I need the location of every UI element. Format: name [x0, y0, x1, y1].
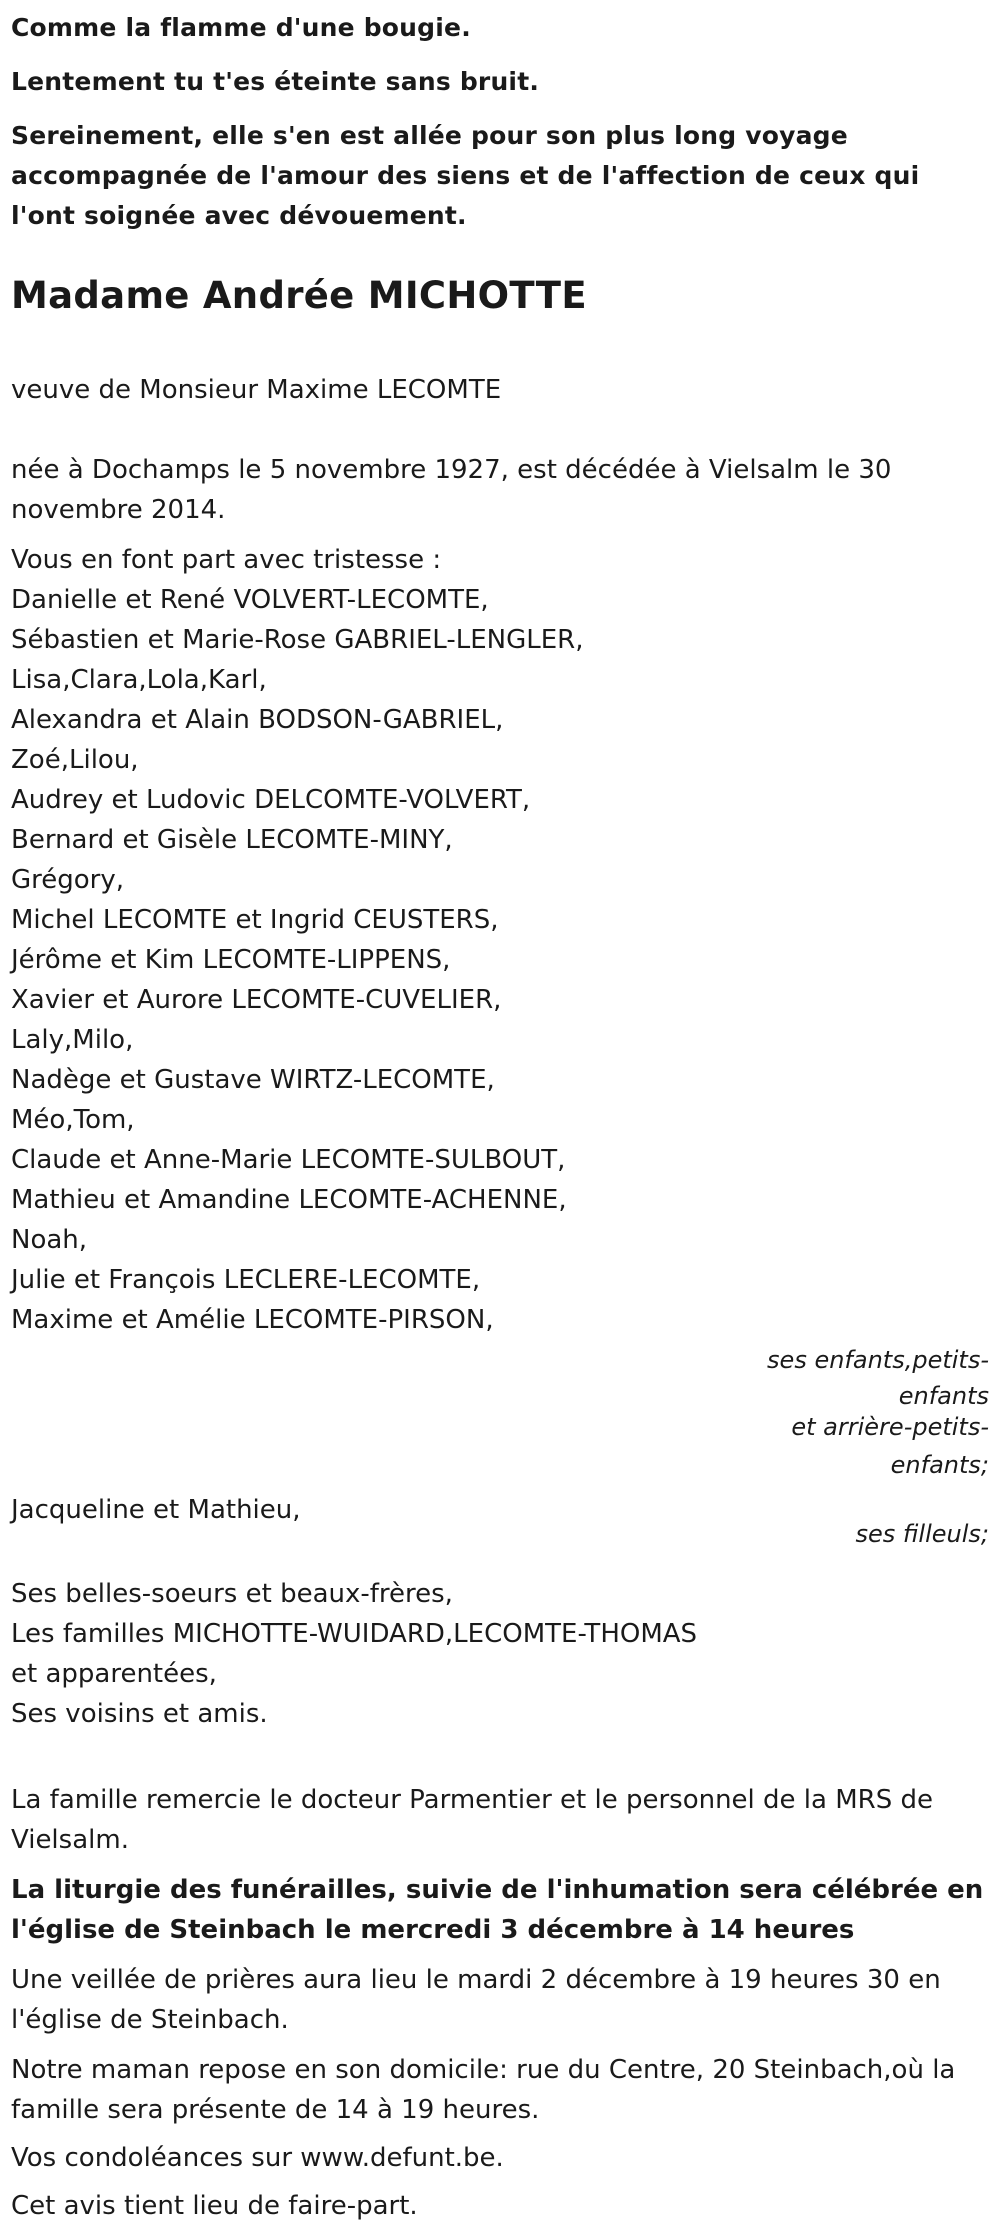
list-item: Sébastien et Marie-Rose GABRIEL-LENGLER, — [11, 625, 584, 655]
list-item: Julie et François LECLERE-LECOMTE, — [11, 1265, 481, 1295]
list-item: Maxime et Amélie LECOMTE-PIRSON, — [11, 1305, 494, 1335]
others-list — [11, 1574, 989, 1734]
notice-note: Cet avis tient lieu de faire-part. — [11, 2191, 418, 2221]
list-item: Jérôme et Kim LECOMTE-LIPPENS, — [11, 945, 451, 975]
list-item: Zoé,Lilou, — [11, 745, 139, 775]
list-item: Grégory, — [11, 865, 125, 895]
list-item: Claude et Anne-Marie LECOMTE-SULBOUT, — [11, 1145, 566, 1175]
role-grandchildren: et arrière-petits-enfants; — [791, 1413, 989, 1479]
list-item: Laly,Milo, — [11, 1025, 134, 1055]
godchildren: Jacqueline et Mathieu, — [11, 1495, 301, 1525]
rest-location: Notre maman repose en son domicile: rue du Centre, 20 Steinbach,où la famille sera présente de 14 à 19 heures. — [11, 2055, 956, 2125]
share-intro: Vous en font part avec tristesse : — [11, 545, 442, 575]
list-item: Alexandra et Alain BODSON-GABRIEL, — [11, 705, 504, 735]
condolences-note: Vos condoléances sur www.defunt.be. — [11, 2143, 504, 2173]
deceased-name: Madame Andrée MICHOTTE — [11, 274, 587, 317]
widow-of: veuve de Monsieur Maxime LECOMTE — [11, 375, 502, 405]
role-godchildren: ses filleuls; — [855, 1520, 989, 1548]
thanks: La famille remercie le docteur Parmentier et le personnel de la MRS de Vielsalm. — [11, 1785, 933, 1855]
list-item: Michel LECOMTE et Ingrid CEUSTERS, — [11, 905, 499, 935]
list-item: Les familles MICHOTTE-WUIDARD,LECOMTE-THOMAS — [11, 1619, 698, 1649]
obituary-notice — [11, 8, 989, 2226]
intro-line-3: Sereinement, elle s'en est allée pour son plus long voyage accompagnée de l'amour des siens et de l'affection de ceux qui l'ont soignée avec dévouement. — [11, 121, 920, 230]
intro-poem — [11, 8, 989, 236]
family-list — [11, 580, 989, 1340]
list-item: Noah, — [11, 1225, 88, 1255]
list-item: Ses belles-soeurs et beaux-frères, — [11, 1579, 453, 1609]
list-item: Xavier et Aurore LECOMTE-CUVELIER, — [11, 985, 502, 1015]
list-item: Nadège et Gustave WIRTZ-LECOMTE, — [11, 1065, 495, 1095]
role-children: ses enfants,petits-enfants — [767, 1346, 989, 1410]
list-item: Méo,Tom, — [11, 1105, 135, 1135]
vigil-announcement: Une veillée de prières aura lieu le mardi 2 décembre à 19 heures 30 en l'église de Steinbach. — [11, 1965, 941, 2035]
liturgy-announcement: La liturgie des funérailles, suivie de l'inhumation sera célébrée en l'église de Steinbach le mercredi 3 décembre à 14 heures — [11, 1875, 984, 1945]
list-item: Lisa,Clara,Lola,Karl, — [11, 665, 267, 695]
list-item: Audrey et Ludovic DELCOMTE-VOLVERT, — [11, 785, 531, 815]
intro-line-1: Comme la flamme d'une bougie. — [11, 13, 471, 42]
list-item: Bernard et Gisèle LECOMTE-MINY, — [11, 825, 453, 855]
list-item: et apparentées, — [11, 1659, 217, 1689]
godchildren-row — [11, 1490, 989, 1548]
intro-line-2: Lentement tu t'es éteinte sans bruit. — [11, 67, 540, 96]
birth-death: née à Dochamps le 5 novembre 1927, est décédée à Vielsalm le 30 novembre 2014. — [11, 455, 892, 525]
list-item: Mathieu et Amandine LECOMTE-ACHENNE, — [11, 1185, 567, 1215]
list-item: Danielle et René VOLVERT-LECOMTE, — [11, 585, 489, 615]
list-item: Ses voisins et amis. — [11, 1699, 268, 1729]
